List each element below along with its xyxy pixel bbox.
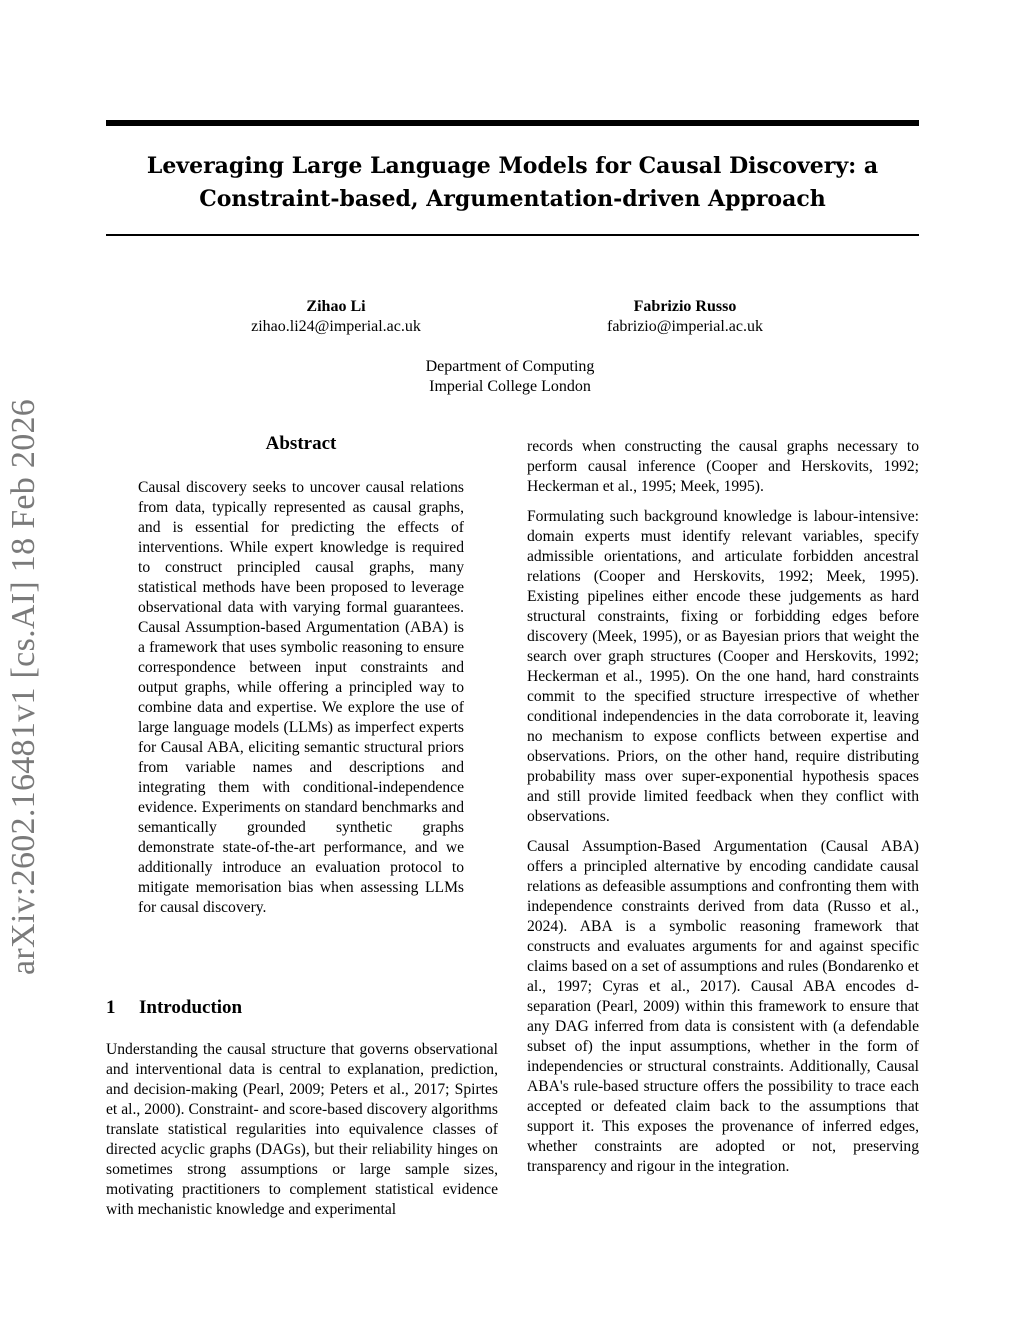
title-rule-bottom: [106, 234, 919, 236]
affiliation-institution: Imperial College London: [429, 378, 591, 395]
title-rule-top: [106, 120, 919, 126]
abstract-heading: Abstract: [265, 433, 337, 454]
author-email: fabrizio@imperial.ac.uk: [607, 318, 763, 335]
author-name: Zihao Li: [306, 298, 366, 315]
author-name: Fabrizio Russo: [633, 298, 737, 315]
introduction-paragraph-2: Formulating such background knowledge is labour-intensive: domain experts must identify relevant variables, specify admissible orientations, and articulate forbidden ancestral relations (Cooper and Herskovits, 1992; Meek, 1995). Existing pipelines either encode these judgements as hard structural constraints, fixing or forbidding edges before discovery (Meek, 1995), or as Bayesian priors that weight the search over graph structures (Cooper and Herskovits, 1992; Heckerman et al., 1995). On the one hand, hard constraints commit to the specified structure irrespective of whether conditional independencies in the data corroborate it, leaving no mechanism to expose conflicts between expertise and observations. Priors, on the other hand, require distributing probability mass over super-exponential hypothesis spaces and still provide limited feedback when they conflict with observations.: [527, 508, 919, 825]
affiliation-department: Department of Computing: [425, 358, 595, 375]
author-block: [545, 297, 825, 337]
author-block: [196, 297, 476, 337]
arxiv-identifier-stamp: arXiv:2602.16481v1 [cs.AI] 18 Feb 2026: [5, 398, 42, 975]
affiliation: [360, 357, 660, 397]
right-column: [527, 437, 919, 1187]
paper-title: Leveraging Large Language Models for Causal Discovery: a Constraint-based, Argumentation-driven Approach: [146, 153, 879, 212]
author-email: zihao.li24@imperial.ac.uk: [251, 318, 421, 335]
section-title: Introduction: [139, 997, 243, 1018]
introduction-paragraph-1: Understanding the causal structure that governs observational and interventional data is central to explanation, prediction, and decision-making (Pearl, 2009; Peters et al., 2017; Spirtes et al., 2000). Constraint- and score-based discovery algorithms translate statistical regularities into equivalence classes of directed acyclic graphs (DAGs), but their reliability hinges on sometimes strong assumptions or large sample sizes, motivating practitioners to complement statistical evidence with mechanistic knowledge and experimental: [106, 1041, 498, 1218]
section-number: 1: [106, 997, 116, 1018]
introduction-paragraph-3: Causal Assumption-Based Argumentation (Causal ABA) offers a principled alternative by encoding candidate causal relations as defeasible assumptions and confronting them with independence constraints derived from data (Russo et al., 2024). ABA is a symbolic reasoning framework that constructs and evaluates arguments for and against specific claims based on a set of assumptions and rules (Bondarenko et al., 1997; Cyras et al., 2017). Causal ABA encodes d-separation (Pearl, 2009) within this framework to ensure that any DAG inferred from data is consistent with (a defendable subset of) the input assumptions, whether in the form of independencies or structural constraints. Additionally, Causal ABA's rule-based structure offers the possibility to trace each accepted or defeated claim back to the assumptions that support it. This exposes the provenance of inferred edges, whether constraints are adopted or not, preserving transparency and rigour in the integration.: [527, 838, 919, 1175]
section-heading-introduction: [106, 997, 242, 1019]
abstract-text: Causal discovery seeks to uncover causal relations from data, typically represented as causal graphs, and is essential for predicting the effects of interventions. While expert knowledge is required to construct principled causal graphs, many statistical methods have been proposed to leverage observational data with varying formal guarantees. Causal Assumption-based Argumentation (ABA) is a framework that uses symbolic reasoning to ensure correspondence between input constraints and output graphs, while offering a principled way to combine data and expertise. We explore the use of large language models (LLMs) as imperfect experts for Causal ABA, eliciting semantic structural priors from variable names and descriptions and integrating them with conditional-independence evidence. Experiments on standard benchmarks and semantically grounded synthetic graphs demonstrate state-of-the-art performance, and we additionally introduce an evaluation protocol to mitigate memorisation bias when assessing LLMs for causal discovery.: [138, 479, 464, 916]
introduction-paragraph-continued: records when constructing the causal graphs necessary to perform causal inference (Cooper and Herskovits, 1992; Heckerman et al., 1995; Meek, 1995).: [527, 438, 919, 495]
